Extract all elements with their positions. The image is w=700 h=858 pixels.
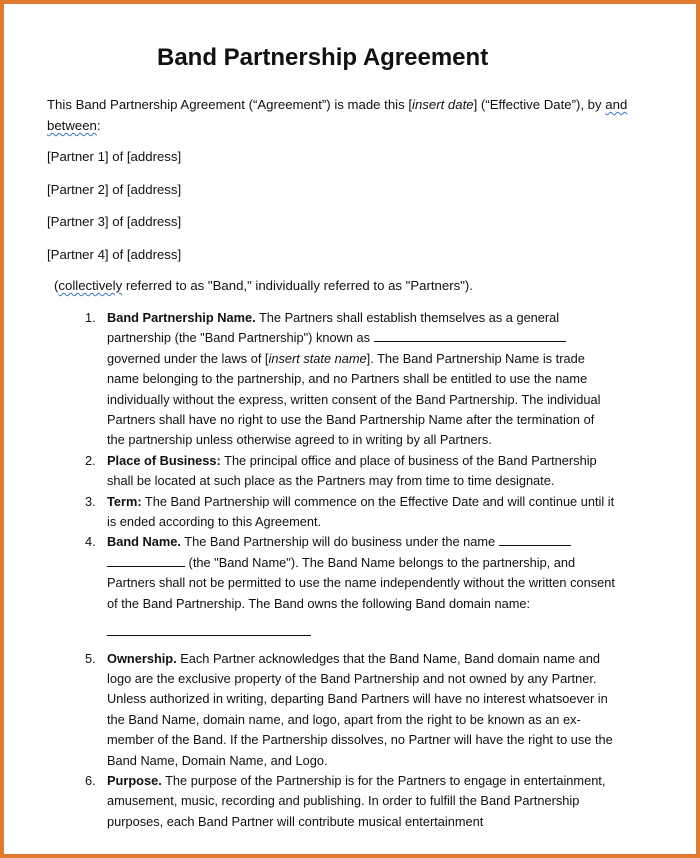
clause-heading: Band Name. [107, 534, 181, 550]
partner-line: [Partner 2] of [address] [47, 182, 182, 197]
clause-number: 2. [85, 452, 96, 468]
date-placeholder: insert date [412, 97, 474, 112]
clause-text: The principal office and place of business of the Band Partnership shall be located at such place as the Partners may from time to time designate. [107, 452, 597, 489]
clause-heading: Place of Business: [107, 452, 221, 468]
clause-number: 3. [85, 493, 96, 509]
clause-item [85, 451, 615, 492]
clause-text: The Band Partnership will commence on the Effective Date and will continue until it is ended according to this Agreement. [107, 493, 615, 530]
collective-rest: referred to as "Band," individually referred to as "Partners"). [122, 278, 473, 293]
clause-text: The Partners shall establish themselves as a general partnership (the "Band Partnership") known as [107, 310, 560, 346]
clause-item [85, 649, 615, 771]
clause-heading: Ownership. [107, 650, 177, 666]
intro-and-between: and between [47, 97, 628, 133]
clause-text: The purpose of the Partnership is for the Partners to engage in entertainment, amusement, music, recording and publishing. In order to fulfill the Band Partnership purposes, each Band Partner will contribute musical entertainment [107, 772, 606, 829]
intro-paragraph [47, 94, 632, 136]
intro-text: This Band Partnership Agreement (“Agreement”) is made this [ [47, 97, 413, 112]
clause-heading: Term: [107, 493, 142, 509]
blank-line [499, 533, 571, 546]
clause-number: 5. [85, 650, 96, 666]
clause-number: 1. [85, 310, 96, 325]
clause-item [85, 532, 615, 648]
clause-item [85, 308, 615, 451]
open-paren: ( [54, 278, 59, 293]
clause-text: governed under the laws of [ [107, 350, 269, 366]
partner-line: [Partner 4] of [address] [47, 247, 182, 262]
partner-line: [Partner 1] of [address] [47, 149, 182, 164]
collective-definition [54, 275, 473, 296]
intro-text-2: ] (“Effective Date”), by [473, 97, 602, 112]
state-placeholder: insert state name [268, 350, 367, 366]
clause-text: The Band Partnership will do business under the name [180, 534, 499, 550]
clause-heading: Purpose. [107, 772, 162, 788]
document-title: Band Partnership Agreement [157, 44, 489, 71]
clause-item [85, 771, 615, 832]
partner-line: [Partner 3] of [address] [47, 214, 182, 229]
clause-number: 6. [85, 772, 96, 788]
clause-text: ]. The Band Partnership Name is trade name belonging to the partnership, and no Partners shall be entitled to use the name individually without the express, written consent of the Band Partnership. The individual Partners shall have no right to use the Band Partnership Name after the termination of the partnership unless otherwise agreed to in writing by all Partners. [107, 350, 601, 448]
clause-text: (the "Band Name"). The Band Name belongs to the partnership, and Partners shall not be permitted to use the name independently without the written consent of the Band Partnership. The Band owns the following Band domain name: [107, 554, 615, 611]
collectively-word: collectively [58, 278, 123, 293]
clause-heading: Band Partnership Name. [107, 310, 256, 325]
blank-line-domain [107, 623, 311, 636]
clause-number: 4. [85, 534, 96, 550]
blank-line [107, 554, 185, 567]
blank-line [374, 329, 566, 342]
clause-list [85, 308, 615, 832]
clause-item [85, 492, 615, 533]
intro-colon: : [96, 118, 101, 133]
clause-text: Each Partner acknowledges that the Band Name, Band domain name and logo are the exclusive property of the Band Partnership and not owned by any Partner. Unless authorized in writing, departing Band Partners will have no interest whatsoever in the Band Name, domain name, and logo, apart from the right to be known as an ex-member of the Band. If the Partnership dissolves, no Partner will have the right to use the Band Name, Domain Name, and Logo. [107, 650, 613, 768]
